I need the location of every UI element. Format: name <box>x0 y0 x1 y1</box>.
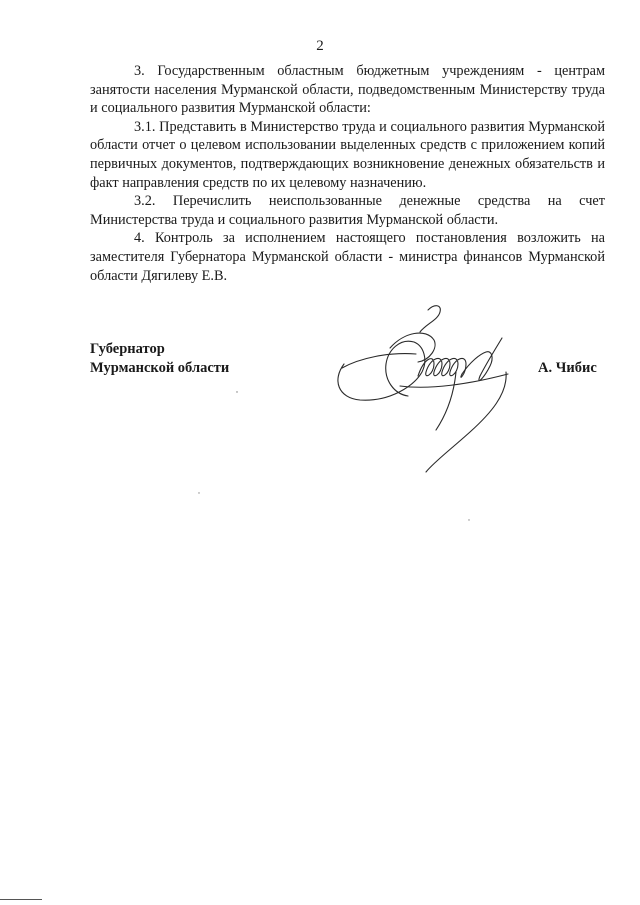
signature-block <box>90 340 610 500</box>
paragraph-item-3-2: 3.2. Перечислить неиспользованные денежные средства на счет Министерства труда и социального развития Мурманской области. <box>90 193 605 228</box>
page-number: 2 <box>316 38 324 54</box>
signer-title-line-2: Мурманской области <box>90 359 230 376</box>
document-body <box>90 62 605 285</box>
paragraph-item-3: 3. Государственным областным бюджетным учреждениям - центрам занятости населения Мурманской области, подведомственным Министерству труда и социального развития Мурманской области: <box>90 63 605 117</box>
paragraph-item-3-1: 3.1. Представить в Министерство труда и социального развития Мурманской области отчет о целевом использовании выделенных средств с приложением копий первичных документов, подтверждающих возникновение денежных обязательств и факт направления средств по их целевому назначению. <box>90 118 605 191</box>
signer-title <box>90 340 229 377</box>
paragraph-item-4: 4. Контроль за исполнением настоящего постановления возложить на заместителя Губернатора Мурманской области - министра финансов Мурманской области Дягилеву Е.В. <box>90 230 605 284</box>
handwritten-signature <box>330 302 530 477</box>
footer-rule <box>0 899 42 900</box>
signer-name: А. Чибис <box>538 359 597 376</box>
signer-title-line-1: Губернатор <box>90 341 165 357</box>
